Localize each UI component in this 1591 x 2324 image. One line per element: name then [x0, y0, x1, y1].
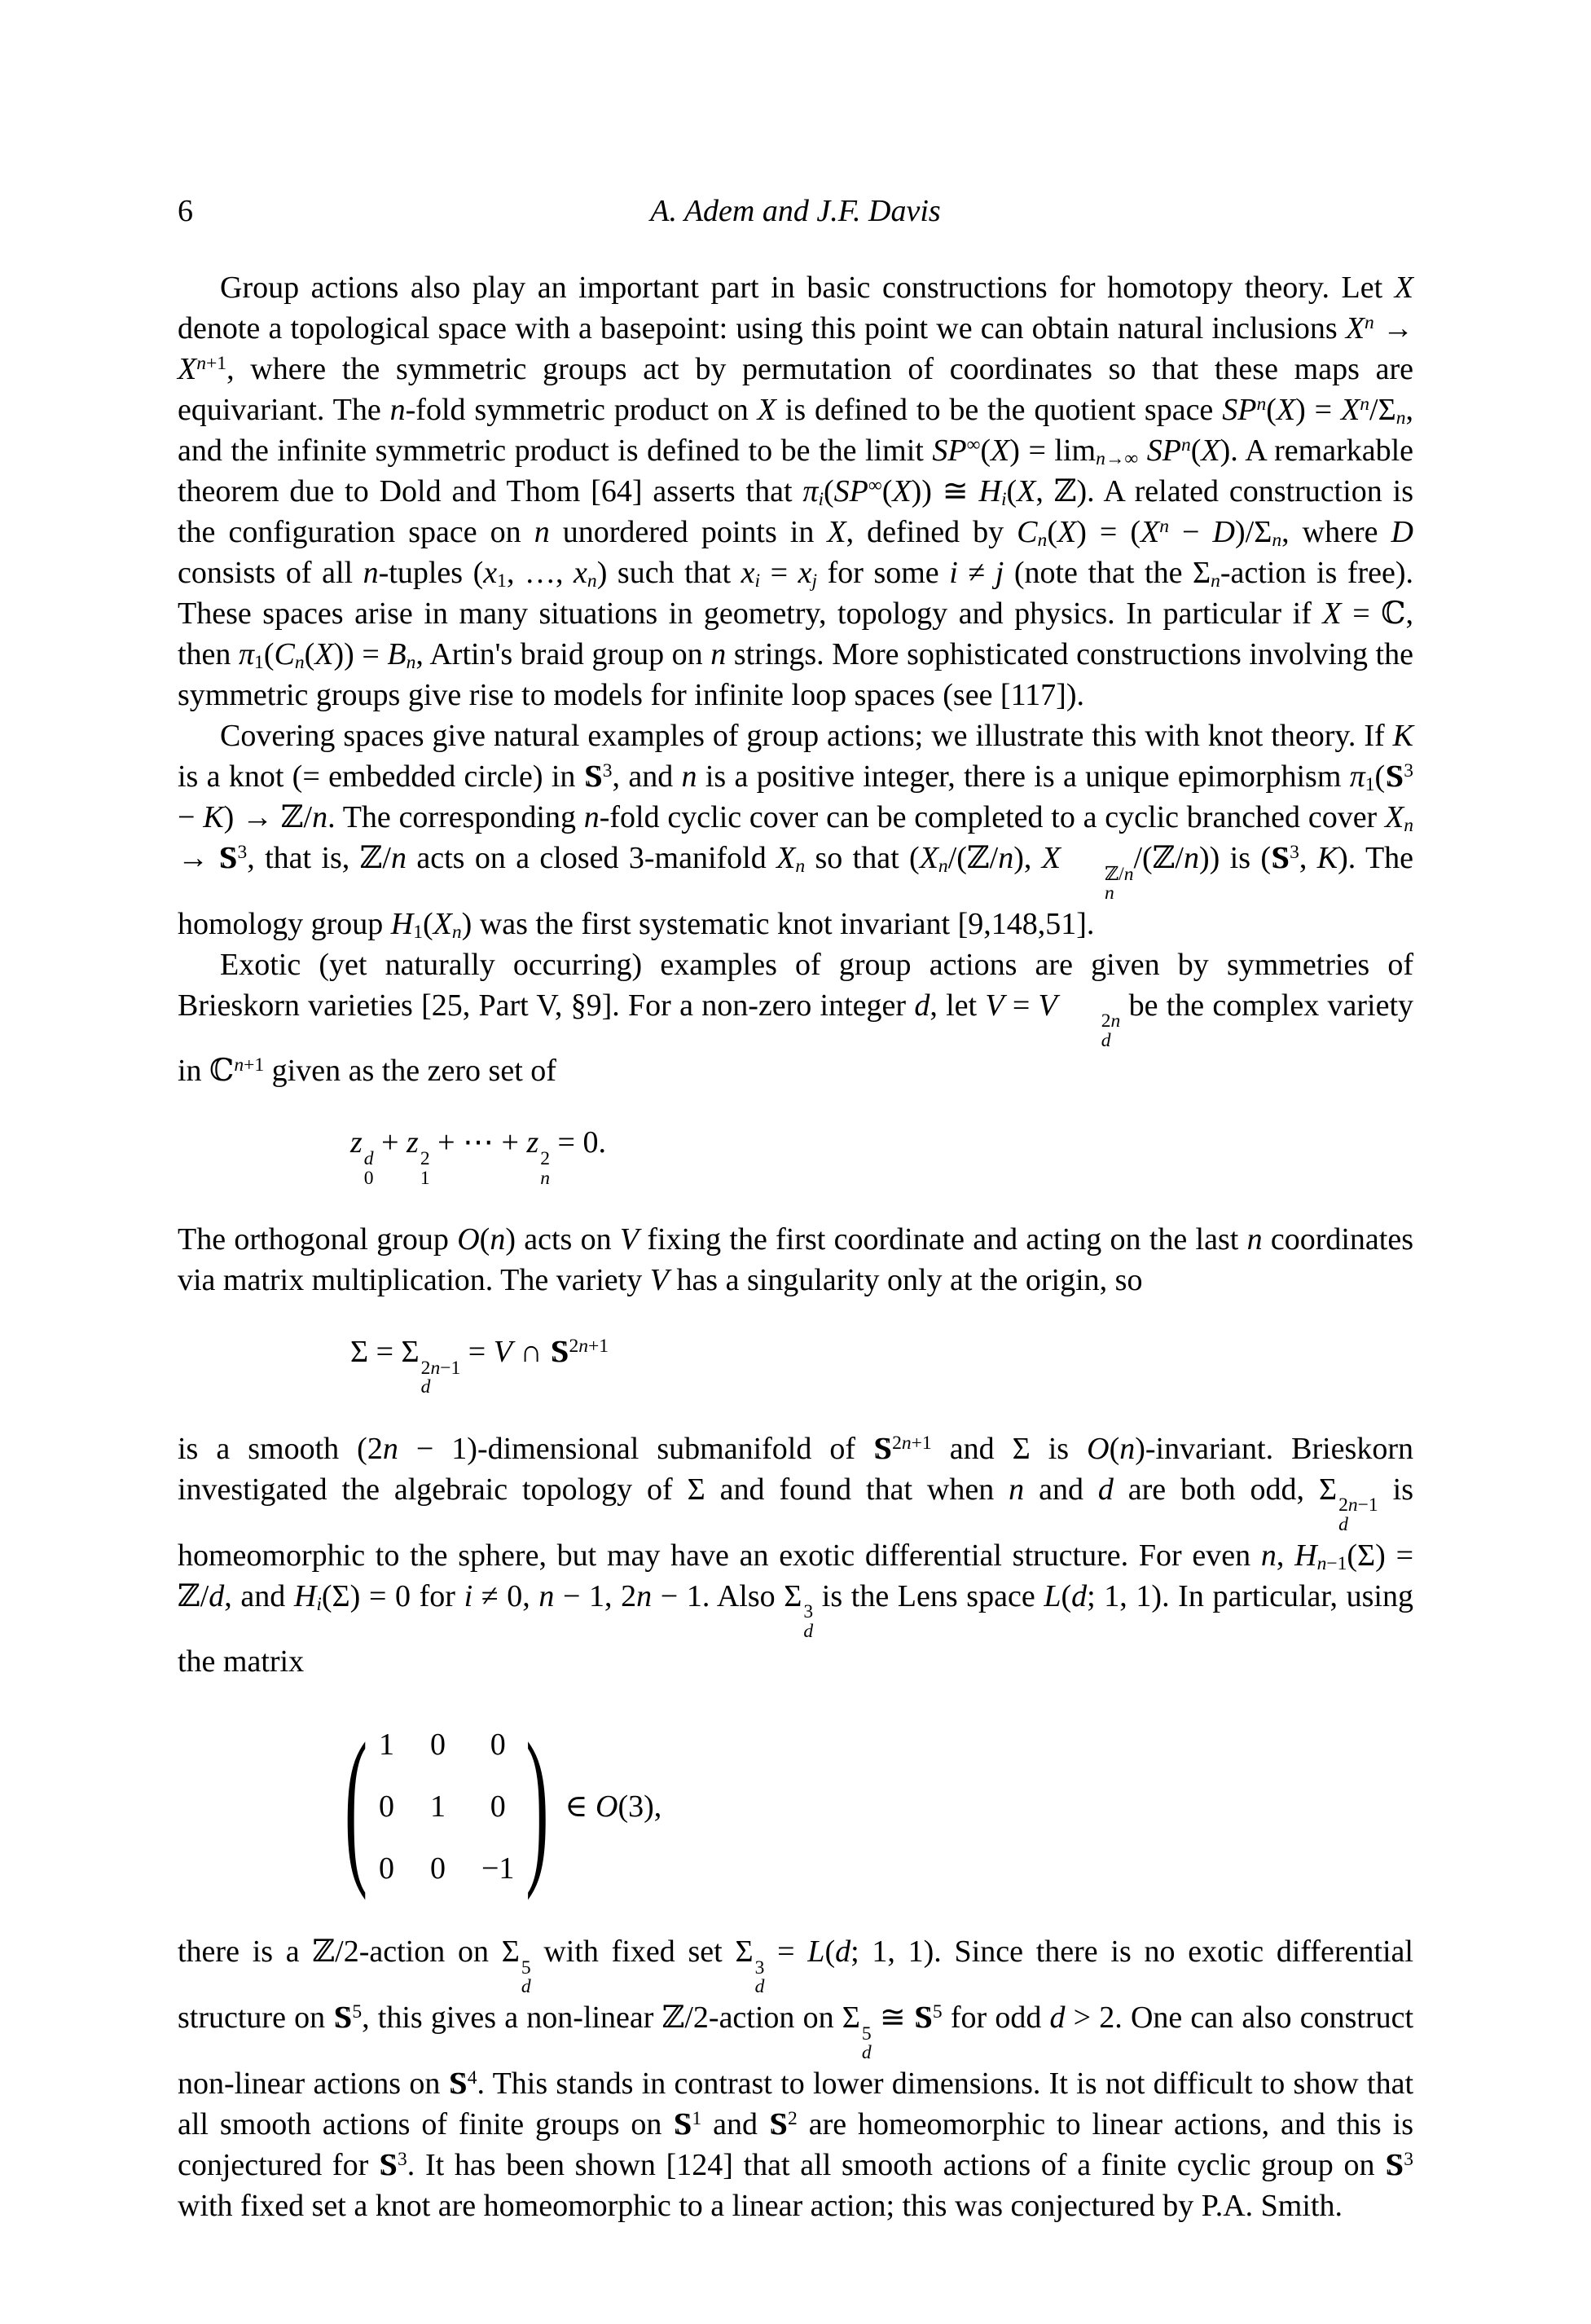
matrix-cell: 0 — [378, 1789, 394, 1824]
paragraph-orthogonal-group: The orthogonal group O(n) acts on V fixing the first coordinate and acting on the last n coordinates via matrix multiplication. The variety V has a singularity only at the origin, so — [178, 1222, 1414, 1298]
paragraph-covering-spaces: Covering spaces give natural examples of group actions; we illustrate this with knot theory. If K is a knot (= embedded circle) in $S^3$, and n is a positive integer, there is a unique epimorphism $\pi_1(S^3 - K)$ → ℤ/n. The corresponding n-fold cyclic cover can be completed to a cyclic branched cover $X_n \to S^3$, that is, ℤ/n acts on a closed 3-manifold $X_n$ so that ($X_n/(ℤ/n)$, X ℤ/n n /(ℤ/n)) is ($S^3$, K). The homology group $H_1(X_n)$ was the first systematic knot invariant [9,148,51]. — [178, 719, 1414, 943]
matrix-cell: −1 — [481, 1851, 515, 1886]
matrix-left-paren: ( — [345, 1709, 367, 1903]
display-equation-zero-set: z d 0 + z 2 1 + ⋯ + z 2 n = 0. — [350, 1125, 606, 1189]
page-header — [178, 191, 1413, 231]
paragraph-group-actions: Group actions also play an important part in basic constructions for homotopy theory. Let X denote a topological space with a basepoint: using this point we can obtain natural inclusions $X^n \to X^{n+1}$, where the symmetric groups act by permutation of coordinates so that these maps are equivariant. The n-fold symmetric product on X is defined to be the quotient space $SP^n(X) = X^n/\Sigma_n$, and the infinite symmetric product is defined to be the limit $SP^\infty(X) = \lim_{n\to\infty} SP^n(X)$. A remarkable theorem due to Dold and Thom [64] asserts that $\pi_i(SP^\infty(X))$ ≅ $H_i(X$, ℤ). A related construction is the configuration space on n unordered points in X, defined by $C_n(X) = (X^n - D)/\Sigma_n$, where D consists of all n-tuples ($x_1$, …, $x_n$) such that $x_i = x_j$ for some i ≠ j (note that the $\Sigma_n$-action is free). These spaces arise in many situations in geometry, topology and physics. In particular if X = ℂ, then $\pi_1(C_n(X)) = B_n$, Artin's braid group on n strings. More sophisticated constructions involving the symmetric groups give rise to models for infinite loop spaces (see [117]). — [178, 271, 1414, 712]
running-head: A. Adem and J.F. Davis — [650, 194, 941, 228]
paragraph-brieskorn: is a smooth (2n − 1)-dimensional submanifold of $S^{2n+1}$ and Σ is O(n)-invariant. Brieskorn investigated the algebraic topology of Σ and found that when n and d are both odd, Σ 2n−1 d is homeomorphic to the sphere, but may have an exotic differential structure. For even n, $H_{n-1}(\Sigma)$ = ℤ/d, and $H_i(\Sigma) = 0$ for i ≠ 0, n − 1, 2n − 1. Also Σ 3 d is the Lens space L(d; 1, 1). In particular, using the matrix — [178, 1431, 1414, 1679]
matrix-cell: 0 — [490, 1789, 506, 1824]
paragraph-exotic-examples: Exotic (yet naturally occurring) examples of group actions are given by symmetries of Brieskorn varieties [25, Part V, §9]. For a non-zero integer d, let V = V 2n d be the complex variety in ℂ$^{n+1}$ given as the zero set of — [178, 947, 1413, 1089]
matrix-cell: 0 — [378, 1851, 394, 1886]
matrix-membership: ∈ O(3), — [565, 1789, 662, 1824]
matrix-cell: 0 — [429, 1851, 446, 1886]
matrix-cell: 1 — [429, 1789, 446, 1824]
matrix-cell: 1 — [378, 1728, 394, 1763]
matrix-right-paren: ) — [525, 1709, 549, 1903]
page-number: 6 — [178, 194, 193, 228]
page-body — [178, 267, 1413, 2226]
matrix-grid — [379, 1724, 514, 1889]
display-equation-sigma: Σ = Σ 2n−1 d = V ∩ $S^{2n+1}$ — [350, 1335, 609, 1398]
matrix-cell: 0 — [429, 1728, 446, 1763]
matrix-cell: 0 — [490, 1728, 506, 1763]
paragraph-z2-action: there is a ℤ/2-action on Σ 5 d with fixed set Σ 3 d = L(d; 1, 1). Since there is no exotic differential structure on $S^5$, this gives a non-linear ℤ/2-action on Σ 5 d ≅ $S^5$ for odd d > 2. One can also construct non-linear actions on $S^4$. This stands in contrast to lower dimensions. It is not difficult to show that all smooth actions of finite groups on $S^1$ and $S^2$ are homeomorphic to linear actions, and this is conjectured for $S^3$. It has been shown [124] that all smooth actions of a finite cyclic group on $S^3$ with fixed set a knot are homeomorphic to a linear action; this was conjectured by P.A. Smith. — [178, 1934, 1414, 2223]
matrix-equation — [345, 1709, 1413, 1903]
